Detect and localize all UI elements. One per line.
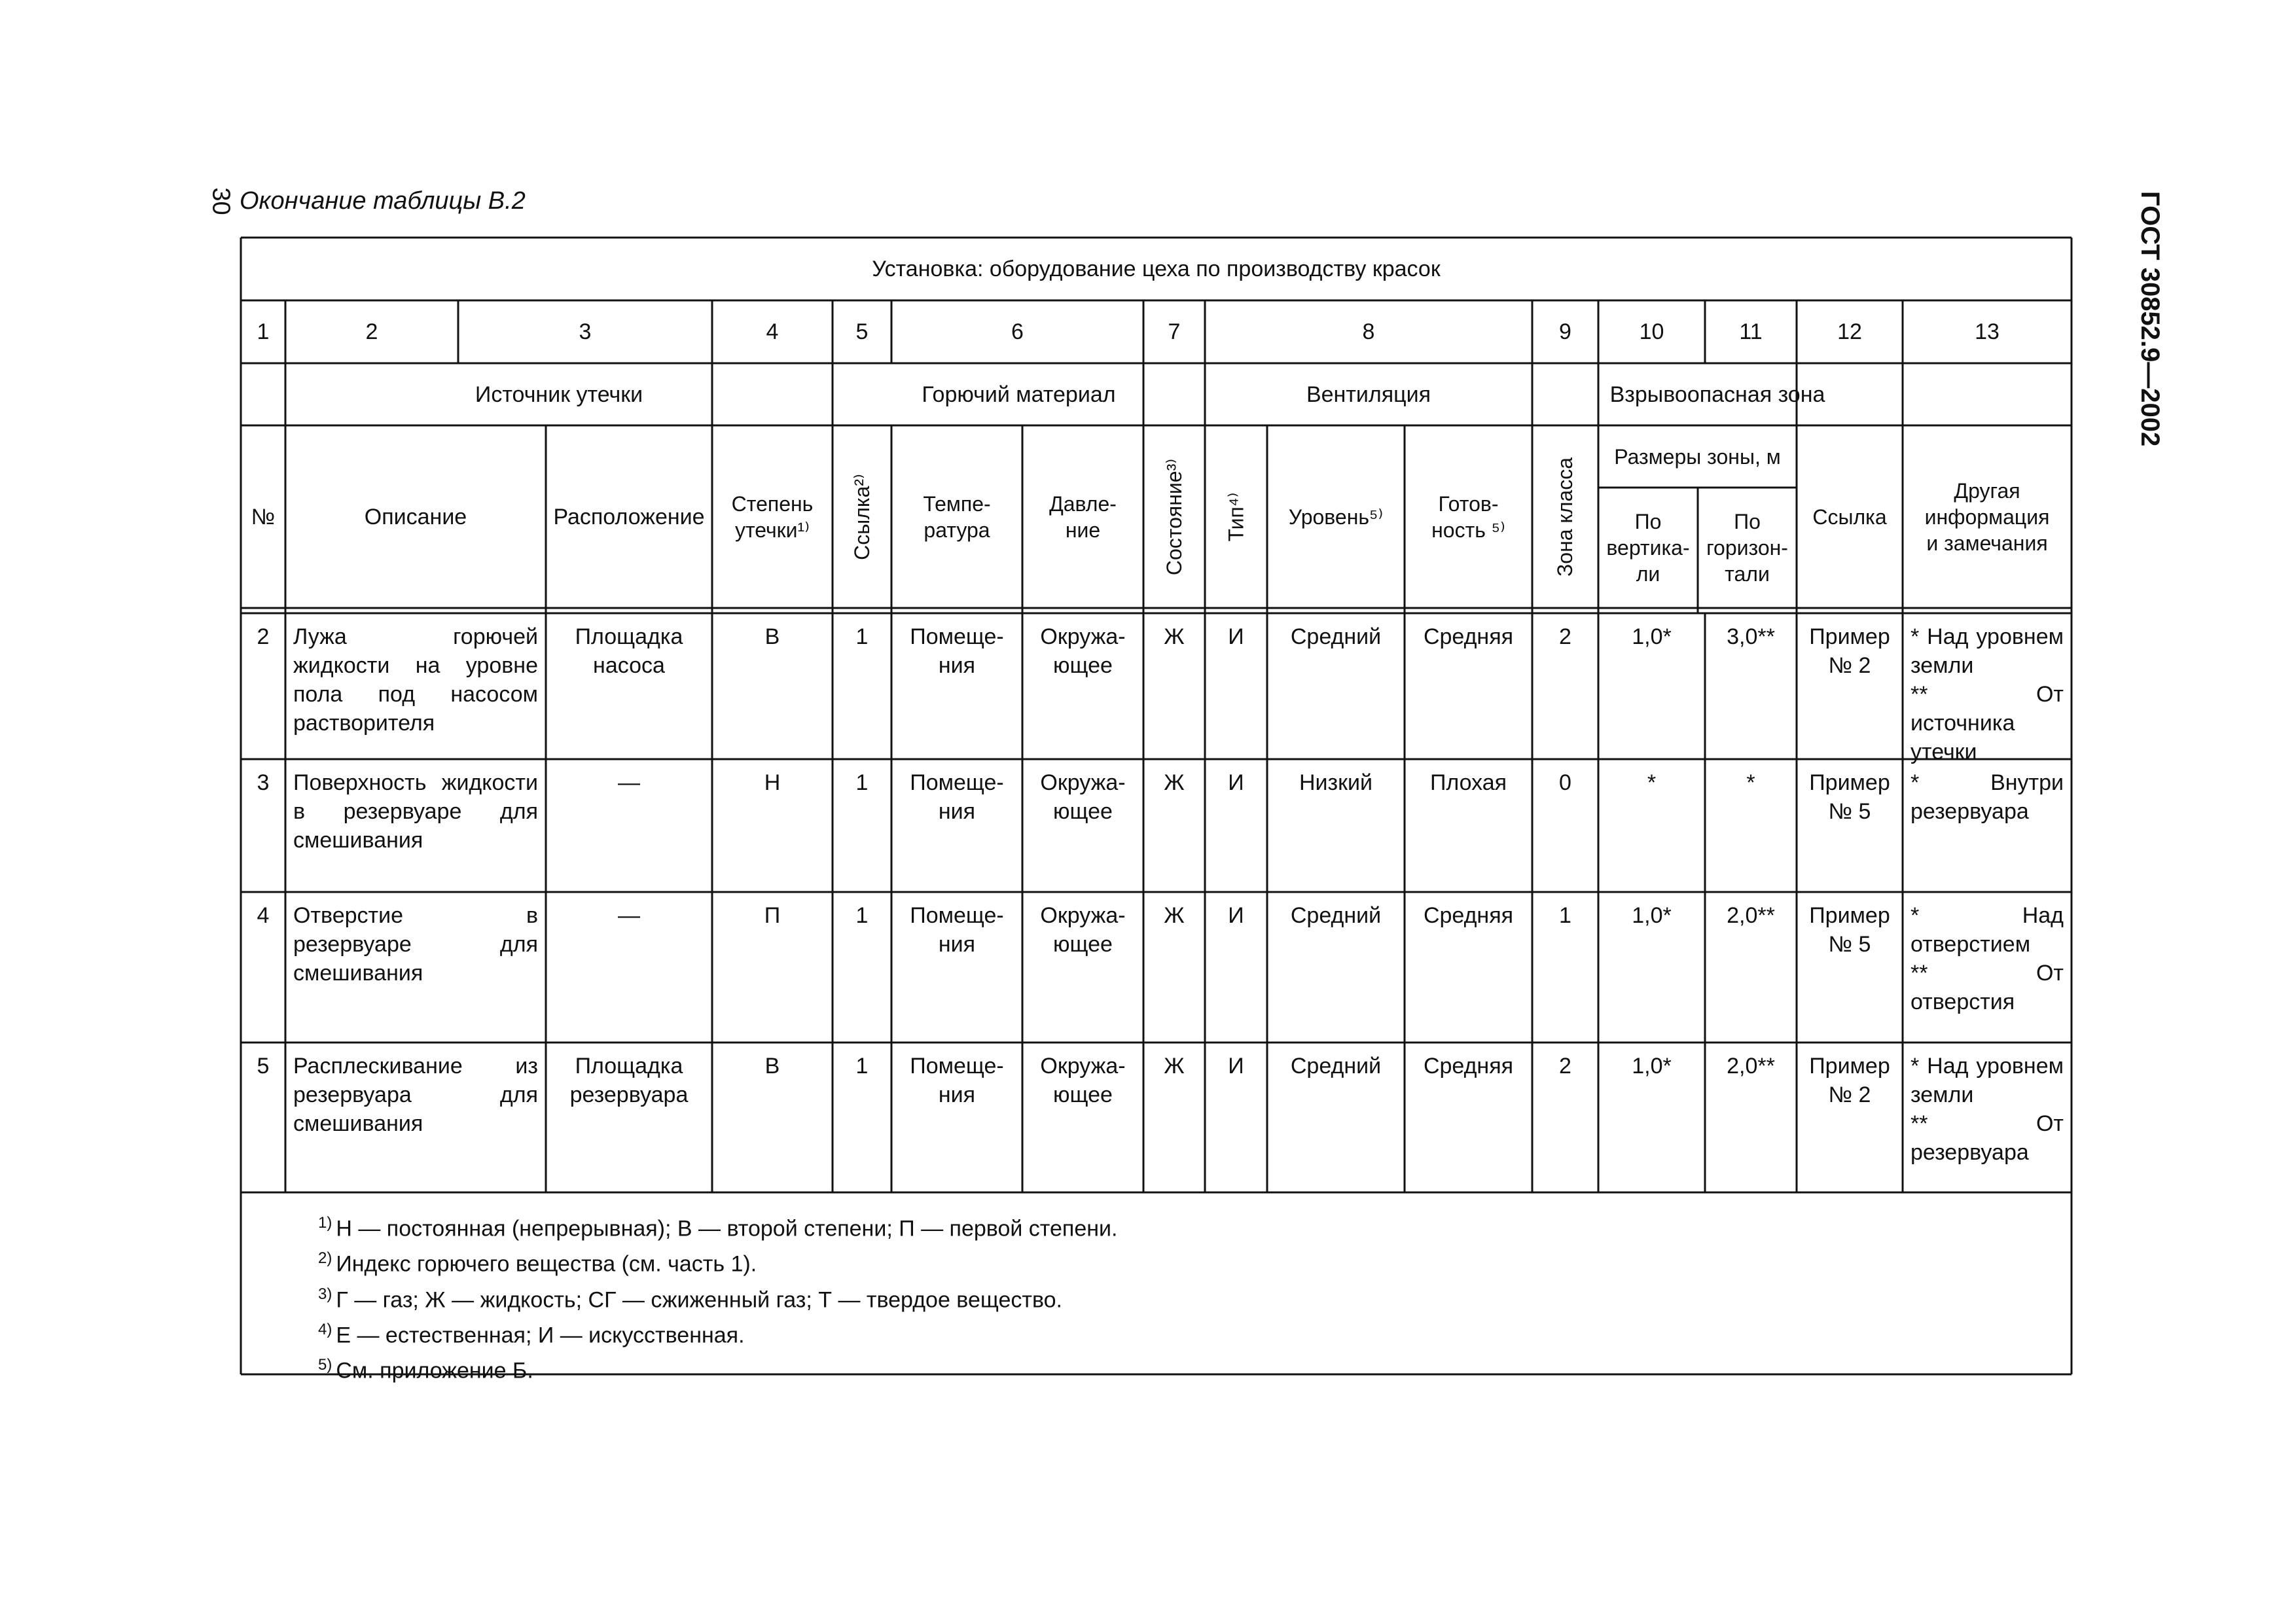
row-type: И — [1228, 1054, 1244, 1079]
header-num: № — [251, 504, 276, 529]
row-state: Ж — [1164, 903, 1185, 928]
row-degree: Н — [764, 770, 781, 795]
row-location: — — [618, 903, 640, 928]
group-zone: Взрывоопасная зона — [1609, 382, 1825, 407]
footnote: $^{2)}$ Индекс горючего вещества (см. часть 1). — [318, 1249, 757, 1277]
row-num: 3 — [257, 770, 270, 795]
row-readiness: Средняя — [1423, 1054, 1514, 1079]
row-zone-reference: Пример № 5 — [1809, 903, 1890, 957]
row-zone-reference: Пример № 2 — [1809, 1054, 1890, 1107]
column-number: 9 — [1559, 319, 1571, 344]
header-horizontal: По горизон- тали — [1706, 510, 1788, 586]
footnote: $^{5)}$ См. приложение Б. — [318, 1356, 533, 1383]
header-other: Другая информация и замечания — [1924, 478, 2050, 555]
group-source: Источник утечки — [475, 382, 643, 407]
row-other: * Внутри резервуара — [1910, 770, 2064, 824]
header-level: Уровень⁵⁾ — [1288, 505, 1384, 529]
row-reference: 1 — [855, 770, 869, 795]
row-readiness: Средняя — [1423, 903, 1514, 928]
row-readiness: Средняя — [1423, 624, 1514, 649]
row-zone-class: 1 — [1559, 903, 1571, 928]
page-number: 30 — [207, 187, 235, 215]
standard-code: ГОСТ 30852.9—2002 — [2136, 191, 2164, 447]
row-num: 4 — [257, 903, 270, 928]
footnote: $^{1)}$ Н — постоянная (непрерывная); В — второй степени; П — первой степени. — [318, 1214, 1118, 1241]
footnote: $^{3)}$ Г — газ; Ж — жидкость; СГ — сжиженный газ; Т — твердое вещество. — [318, 1285, 1062, 1312]
row-degree: В — [764, 624, 780, 649]
row-degree: В — [764, 1054, 780, 1079]
row-vertical: * — [1647, 770, 1657, 795]
header-pressure: Давле- ние — [1049, 491, 1117, 542]
row-pressure: Окружа- ющее — [1040, 770, 1126, 824]
column-number: 8 — [1362, 319, 1375, 344]
header-zone-class: Зона класса — [1553, 457, 1577, 577]
row-zone-reference: Пример № 5 — [1809, 770, 1890, 824]
header-description: Описание — [364, 504, 467, 529]
row-level: Средний — [1290, 903, 1382, 928]
row-reference: 1 — [855, 903, 869, 928]
header-location: Расположение — [553, 504, 705, 529]
header-vertical: По вертика- ли — [1606, 510, 1690, 586]
row-temperature: Помеще- ния — [910, 903, 1004, 957]
row-degree: П — [764, 903, 781, 928]
row-description: Поверхность жидкости в резервуаре для смешивания — [293, 770, 538, 853]
row-zone-class: 2 — [1559, 624, 1571, 649]
table-caption: Окончание таблицы В.2 — [240, 187, 526, 215]
row-level: Низкий — [1299, 770, 1372, 795]
row-other: * Над уровнем земли ** От резервуара — [1910, 1054, 2064, 1165]
row-description: Лужа горючей жидкости на уровне пола под насосом растворителя — [293, 624, 538, 736]
column-number: 11 — [1739, 319, 1763, 344]
row-vertical: 1,0* — [1632, 1054, 1672, 1079]
column-number: 12 — [1837, 319, 1862, 344]
installation-title: Установка: оборудование цеха по производству красок — [872, 257, 1441, 281]
row-level: Средний — [1290, 624, 1382, 649]
row-temperature: Помеще- ния — [910, 624, 1004, 678]
row-reference: 1 — [855, 624, 869, 649]
row-zone-class: 2 — [1559, 1054, 1571, 1079]
row-num: 5 — [257, 1054, 270, 1079]
row-location: Площадка резервуара — [569, 1054, 689, 1107]
row-type: И — [1228, 903, 1244, 928]
row-horizontal: * — [1746, 770, 1755, 795]
footnote: $^{4)}$ Е — естественная; И — искусственная. — [318, 1320, 745, 1348]
row-pressure: Окружа- ющее — [1040, 903, 1126, 957]
row-level: Средний — [1290, 1054, 1382, 1079]
group-material: Горючий материал — [922, 382, 1116, 407]
row-readiness: Плохая — [1429, 770, 1507, 795]
header-zone-sizes: Размеры зоны, м — [1614, 444, 1781, 469]
row-pressure: Окружа- ющее — [1040, 1054, 1126, 1107]
row-num: 2 — [257, 624, 270, 649]
column-number: 2 — [365, 319, 378, 344]
column-number: 1 — [257, 319, 270, 344]
column-number: 4 — [766, 319, 779, 344]
header-state: Состояние³⁾ — [1162, 458, 1186, 575]
column-number: 3 — [579, 319, 592, 344]
header-temperature: Темпе- ратура — [923, 491, 991, 542]
row-temperature: Помеще- ния — [910, 1054, 1004, 1107]
column-number: 13 — [1975, 319, 2000, 344]
row-type: И — [1228, 770, 1244, 795]
row-type: И — [1228, 624, 1244, 649]
column-number: 5 — [855, 319, 869, 344]
header-zone-reference: Ссылка — [1812, 505, 1887, 529]
row-description: Отверстие в резервуаре для смешивания — [293, 903, 538, 986]
row-other: * Над уровнем земли ** От источника утечки — [1910, 624, 2064, 764]
header-type: Тип⁴⁾ — [1224, 492, 1248, 541]
row-state: Ж — [1164, 770, 1185, 795]
row-location: Площадка насоса — [575, 624, 683, 678]
row-pressure: Окружа- ющее — [1040, 624, 1126, 678]
row-description: Расплескивание из резервуара для смешивания — [293, 1054, 538, 1136]
row-vertical: 1,0* — [1632, 903, 1672, 928]
row-state: Ж — [1164, 624, 1185, 649]
row-horizontal: 2,0** — [1727, 903, 1775, 928]
row-horizontal: 2,0** — [1727, 1054, 1775, 1079]
header-readiness: Готов- ность ⁵⁾ — [1431, 491, 1505, 542]
row-temperature: Помеще- ния — [910, 770, 1004, 824]
group-ventilation: Вентиляция — [1306, 382, 1431, 407]
row-zone-class: 0 — [1559, 770, 1571, 795]
header-reference: Ссылка²⁾ — [850, 473, 874, 560]
table-footnotes — [318, 1208, 1117, 1386]
column-number: 7 — [1168, 319, 1181, 344]
column-number: 10 — [1639, 319, 1664, 344]
header-degree: Степень утечки¹⁾ — [731, 491, 814, 542]
row-location: — — [618, 770, 640, 795]
column-number: 6 — [1011, 319, 1024, 344]
row-zone-reference: Пример № 2 — [1809, 624, 1890, 678]
row-reference: 1 — [855, 1054, 869, 1079]
row-horizontal: 3,0** — [1727, 624, 1775, 649]
row-state: Ж — [1164, 1054, 1185, 1079]
row-vertical: 1,0* — [1632, 624, 1672, 649]
row-other: * Над отверстием ** От отверстия — [1910, 903, 2064, 1014]
